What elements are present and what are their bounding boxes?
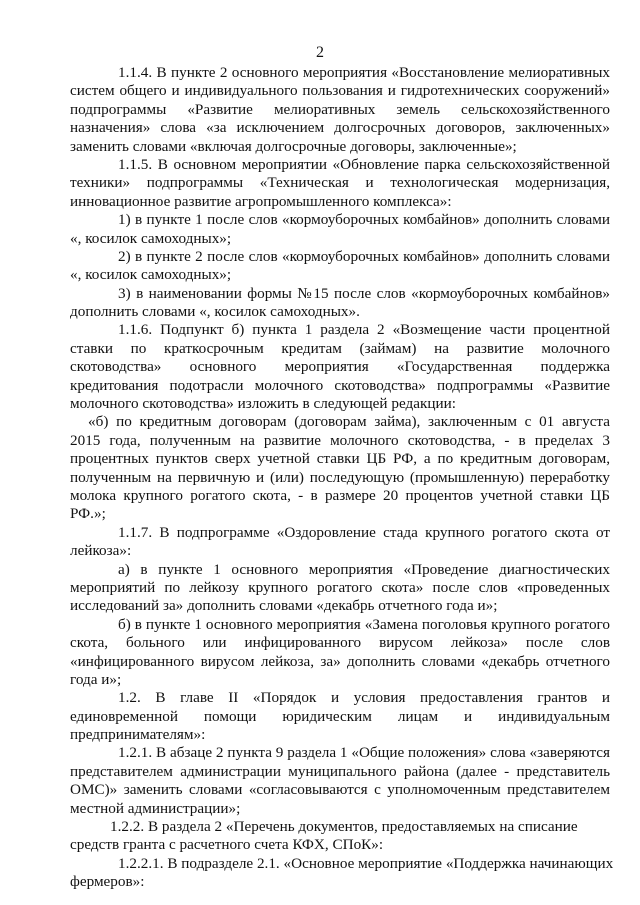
text-line: 1.2.2. В раздела 2 «Перечень документов, предоставляемых на списание — [110, 818, 578, 836]
text-line: исследований за» дополнить словами «декабрь отчетного года и»; — [70, 597, 498, 615]
text-line: назначения» слова «за исключением долгосрочных договоров, заключенных» — [70, 119, 610, 137]
text-line: 1.1.5. В основном мероприятии «Обновление парка сельскохозяйственной — [118, 155, 610, 173]
text-line: полученным на первичную и (или) последующую (промышленную) переработку — [70, 468, 610, 486]
text-line: 1.2.1. В абзаце 2 пункта 9 раздела 1 «Общие положения» слова «заверяются — [118, 744, 610, 762]
text-line: скота, больного или инфицированного вирусом лейкоза» после слов — [70, 634, 610, 652]
text-line: 2) в пункте 2 после слов «кормоуборочных комбайнов» дополнить словами — [118, 247, 610, 265]
text-line: 1.1.6. Подпункт б) пункта 1 раздела 2 «Возмещение части процентной — [118, 321, 610, 339]
text-line: систем общего и индивидуального пользования и гидротехнических сооружений» — [70, 82, 610, 100]
text-line: кредитования подотрасли молочного скотоводства» подпрограммы «Развитие — [70, 376, 610, 394]
text-line: молочного скотоводства» изложить в следующей редакции: — [70, 395, 456, 413]
text-line: РФ.»; — [70, 505, 106, 523]
text-line: «, косилок самоходных»; — [70, 266, 232, 284]
text-line: молока крупного рогатого скота, - в размере 20 процентов учетной ставки ЦБ — [70, 486, 610, 504]
page-number: 2 — [316, 44, 324, 61]
text-line: мероприятий по лейкозу крупного рогатого скота» после слов «проведенных — [70, 578, 610, 596]
text-line: процентных пунктов сверх учетной ставки ЦБ РФ, а по кредитным договорам, — [70, 450, 610, 468]
text-line: представителем администрации муниципального района (далее - представитель — [70, 762, 610, 780]
text-line: ОМС)» заменить словами «согласовываются с уполномоченным представителем — [70, 781, 610, 799]
text-line: местной администрации»; — [70, 799, 241, 817]
text-line: предпринимателям»: — [70, 726, 206, 744]
text-line: 1) в пункте 1 после слов «кормоуборочных комбайнов» дополнить словами — [118, 211, 610, 229]
text-line: подпрограммы «Развитие мелиоративных земель сельскохозяйственного — [70, 100, 610, 118]
text-line: «, косилок самоходных»; — [70, 229, 232, 247]
text-line: а) в пункте 1 основного мероприятия «Проведение диагностических — [118, 560, 610, 578]
text-line: лейкоза»: — [70, 542, 132, 560]
text-line: фермеров»: — [70, 873, 145, 891]
text-line: 2015 года, полученным на развитие молочного скотоводства, - в пределах 3 — [70, 431, 610, 449]
text-line: б) в пункте 1 основного мероприятия «Замена поголовья крупного рогатого — [118, 615, 610, 633]
text-line: техники» подпрограммы «Техническая и технологическая модернизация, — [70, 174, 610, 192]
text-line: «б) по кредитным договорам (договорам займа), заключенным с 01 августа — [88, 413, 610, 431]
text-line: единовременной помощи юридическим лицам и индивидуальным — [70, 707, 610, 725]
text-line: 3) в наименовании формы №15 после слов «кормоуборочных комбайнов» — [118, 284, 610, 302]
text-line: ставки по краткосрочным кредитам (займам) на развитие молочного — [70, 339, 610, 357]
text-line: дополнить словами «, косилок самоходных». — [70, 303, 360, 321]
text-line: 1.1.4. В пункте 2 основного мероприятия «Восстановление мелиоративных — [118, 64, 610, 81]
document-body — [70, 64, 614, 892]
text-line: средств гранта с расчетного счета КФХ, СПоК»: — [70, 836, 384, 854]
text-line: 1.2. В главе II «Порядок и условия предоставления грантов и — [118, 689, 610, 707]
text-line: «инфицированного вирусом лейкоза, за» дополнить словами «декабрь отчетного — [70, 652, 610, 670]
text-line: 1.2.2.1. В подразделе 2.1. «Основное мероприятие «Поддержка начинающих — [118, 854, 614, 872]
text-line: 1.1.7. В подпрограмме «Оздоровление стада крупного рогатого скота от — [118, 523, 610, 541]
text-line: инновационное развитие агропромышленного комплекса»: — [70, 192, 452, 210]
text-line: скотоводства» основного мероприятия «Государственная поддержка — [70, 358, 610, 376]
text-line: года и»; — [70, 670, 122, 688]
text-line: заменить словами «включая долгосрочные договоры, заключенные»; — [70, 137, 517, 155]
